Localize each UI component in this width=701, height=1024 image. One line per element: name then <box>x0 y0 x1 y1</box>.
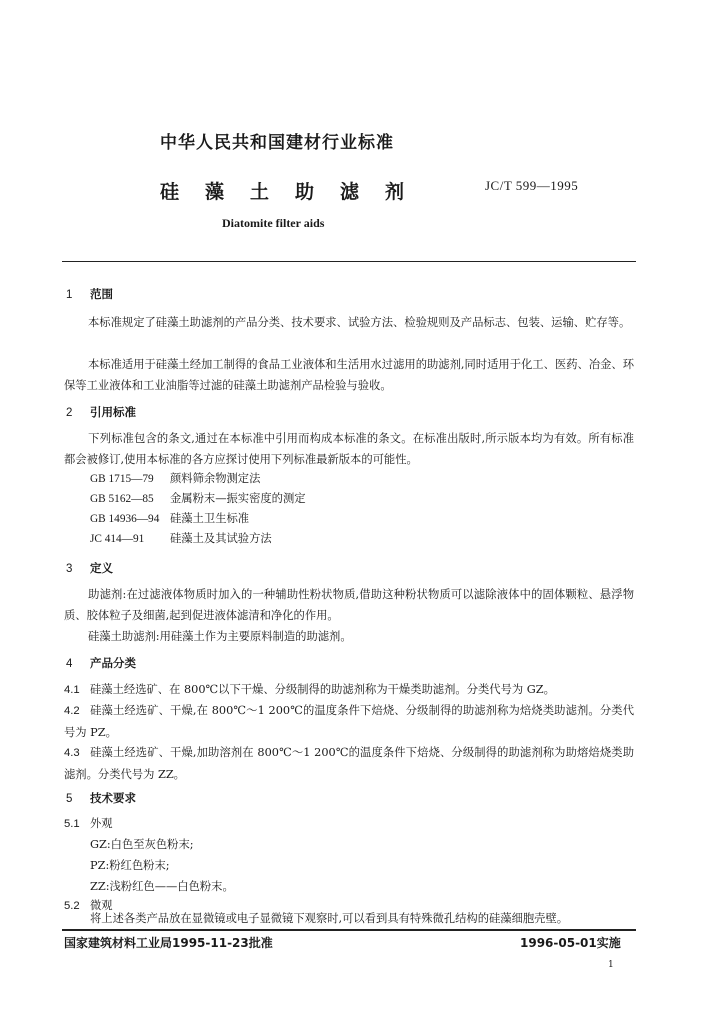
reference-code: GB 14936—94 <box>90 513 160 525</box>
footer-rule <box>62 929 636 931</box>
reference-item <box>90 470 260 486</box>
reference-title: 金属粉末—振实密度的测定 <box>170 492 306 505</box>
subsection-heading <box>64 815 113 831</box>
section-title: 定义 <box>90 561 113 575</box>
item-text: 硅藻土经选矿、干燥,在 800℃～1 200℃的温度条件下焙烧、分级制得的助滤剂称为焙烧类助滤剂。分类代号为 PZ。 <box>64 704 634 739</box>
section-heading-1 <box>66 286 113 302</box>
classification-item <box>64 742 634 785</box>
effective-date: 1996-05-01实施 <box>520 936 621 950</box>
appearance-item: PZ:粉红色粉末; <box>90 859 170 872</box>
section-number: 1 <box>66 289 73 301</box>
approval-line: 国家建筑材料工业局1995-11-23批准 <box>64 936 273 950</box>
item-text: 硅藻土经选矿、在 800℃以下干燥、分级制得的助滤剂称为干燥类助滤剂。分类代号为 GZ。 <box>90 683 555 696</box>
subsection-number: 5.1 <box>64 818 80 830</box>
reference-item <box>90 490 306 506</box>
english-title: Diatomite filter aids <box>222 216 325 230</box>
subsection-title: 外观 <box>90 817 113 830</box>
classification-item <box>64 679 634 701</box>
paragraph-text: 下列标准包含的条文,通过在本标准中引用而构成本标准的条文。在标准出版时,所示版本均为有效。所有标准都会被修订,使用本标准的各方应探讨使用下列标准最新版本的可能性。 <box>64 432 634 466</box>
classification-item <box>64 700 634 743</box>
paragraph <box>64 354 634 396</box>
reference-item <box>90 530 272 546</box>
paragraph-text: 硅藻土助滤剂:用硅藻土作为主要原料制造的助滤剂。 <box>88 630 352 643</box>
section-number: 5 <box>66 793 73 805</box>
reference-item <box>90 510 249 526</box>
subsection-number: 5.2 <box>64 900 80 912</box>
reference-title: 硅藻土及其试验方法 <box>170 532 272 545</box>
section-heading-3 <box>66 560 113 576</box>
section-title: 技术要求 <box>90 791 136 805</box>
appearance-item: ZZ:浅粉红色——白色粉末。 <box>90 880 234 893</box>
reference-title: 硅藻土卫生标准 <box>170 512 250 525</box>
paragraph <box>64 584 634 626</box>
paragraph <box>64 428 634 470</box>
issuing-body: 中华人民共和国建材行业标准 <box>160 133 394 153</box>
section-heading-2 <box>66 404 136 420</box>
paragraph <box>64 312 634 333</box>
page-number: 1 <box>608 960 614 970</box>
item-number: 4.2 <box>64 705 80 717</box>
section-heading-5 <box>66 790 136 806</box>
standard-code: JC/T 599—1995 <box>485 178 579 193</box>
reference-code: GB 1715—79 <box>90 473 154 485</box>
item-number: 4.3 <box>64 747 80 759</box>
subsection-title: 微观 <box>90 899 113 912</box>
reference-code: JC 414—91 <box>90 533 145 545</box>
header-rule <box>62 261 636 262</box>
paragraph-text: 助滤剂:在过滤液体物质时加入的一种辅助性粉状物质,借助这种粉状物质可以滤除液体中的固体颗粒、悬浮物质、胶体粒子及细菌,起到促进液体滤清和净化的作用。 <box>64 588 634 622</box>
item-text: 硅藻土经选矿、干燥,加助溶剂在 800℃～1 200℃的温度条件下焙烧、分级制得的助滤剂称为助熔焙烧类助滤剂。分类代号为 ZZ。 <box>64 746 634 781</box>
reference-code: GB 5162—85 <box>90 493 154 505</box>
section-number: 4 <box>66 658 73 670</box>
section-number: 2 <box>66 407 73 419</box>
paragraph-text: 将上述各类产品放在显微镜或电子显微镜下观察时,可以看到具有特殊微孔结构的硅藻细胞壳壁。 <box>90 912 569 925</box>
appearance-item: GZ:白色至灰色粉末; <box>90 838 194 851</box>
item-number: 4.1 <box>64 684 80 696</box>
section-title: 产品分类 <box>90 656 136 670</box>
section-heading-4 <box>66 655 136 671</box>
section-title: 引用标准 <box>90 405 136 419</box>
section-title: 范围 <box>90 287 113 301</box>
paragraph-text: 本标准适用于硅藻土经加工制得的食品工业液体和生活用水过滤用的助滤剂,同时适用于化工、医药、冶金、环保等工业液体和工业油脂等过滤的硅藻土助滤剂产品检验与验收。 <box>64 358 634 392</box>
reference-title: 颜料筛余物测定法 <box>170 472 261 485</box>
document-title: 硅藻土助滤剂 <box>160 181 431 203</box>
paragraph <box>64 626 634 647</box>
paragraph-text: 本标准规定了硅藻土助滤剂的产品分类、技术要求、试验方法、检验规则及产品标志、包装、运输、贮存等。 <box>88 316 631 329</box>
section-number: 3 <box>66 563 73 575</box>
